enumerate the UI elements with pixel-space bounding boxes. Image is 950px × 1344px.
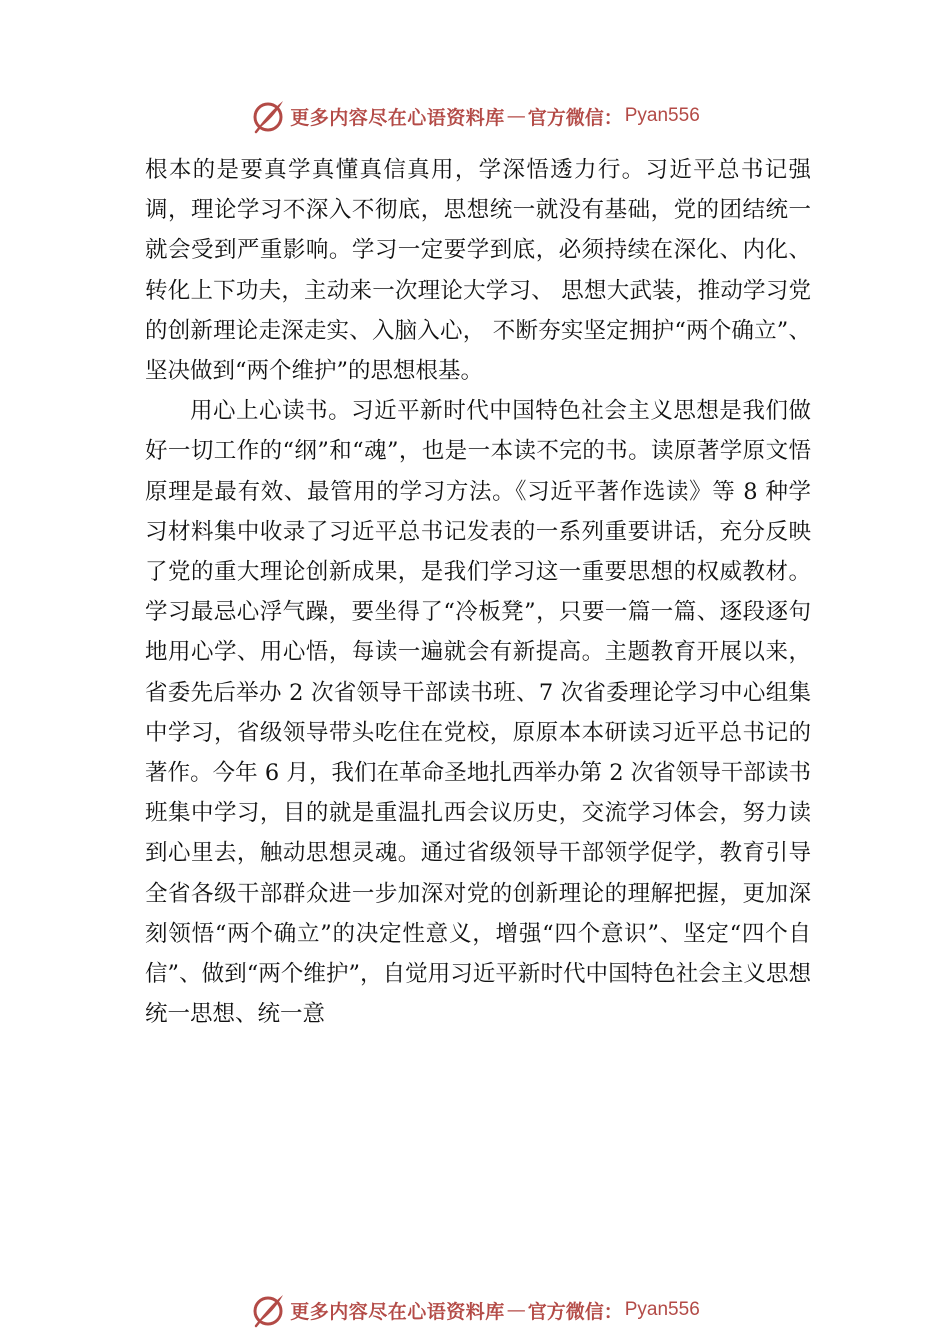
watermark-wechat-label: 官方微信： [527,1300,623,1323]
document-body [145,150,811,1034]
quill-seal-icon [250,98,286,134]
header-watermark [0,96,950,136]
quill-seal-icon [250,1292,286,1328]
watermark-wechat-id: Pyan556 [624,105,700,126]
watermark-site-text: 更多内容尽在心语资料库 [290,106,505,129]
footer-watermark [0,1290,950,1330]
watermark-wechat-id: Pyan556 [624,1299,700,1320]
paragraph-reading: 用心上心读书。习近平新时代中国特色社会主义思想是我们做好一切工作的“纲”和“魂”，也是一本读不完的书。读原著学原文悟原理是最有效、最管用的学习方法。《习近平著作选读》等 8 种学习材料集中收录了习近平总书记发表的一系列重要讲话，充分反映了党的重大理论创新成果，是我们学习这一重要思想的权威教材。学习最忌心浮气躁，要坐得了“冷板凳”，只要一篇一篇、逐段逐句地用心学、用心悟，每读一遍就会有新提高。主题教育开展以来，省委先后举办 2 次省领导干部读书班、7 次省委理论学习中心组集中学习，省级领导带头吃住在党校，原原本本研读习近平总书记的著作。今年 6 月，我们在革命圣地扎西举办第 2 次省领导干部读书班集中学习，目的就是重温扎西会议历史，交流学习体会，努力读到心里去，触动思想灵魂。通过省级领导干部领学促学，教育引导全省各级干部群众进一步加深对党的创新理论的理解把握，更加深刻领悟“两个确立”的决定性意义，增强“四个意识”、坚定“四个自信”、做到“两个维护”，自觉用习近平新时代中国特色社会主义思想统一思想、统一意 [145,398,811,1028]
watermark-separator: — [506,1299,526,1321]
watermark-wechat-label: 官方微信： [527,106,623,129]
watermark-site-text: 更多内容尽在心语资料库 [290,1300,505,1323]
watermark-separator: — [506,105,526,127]
paragraph-continued: 根本的是要真学真懂真信真用，学深悟透力行。习近平总书记强调，理论学习不深入不彻底，思想统一就没有基础，党的团结统一就会受到严重影响。学习一定要学到底，必须持续在深化、内化、转化上下功夫，主动来一次理论大学习、 思想大武装，推动学习党的创新理论走深走实、入脑入心， 不断夯实坚定拥护“两个确立”、坚决做到“两个维护”的思想根基。 [145,157,811,385]
